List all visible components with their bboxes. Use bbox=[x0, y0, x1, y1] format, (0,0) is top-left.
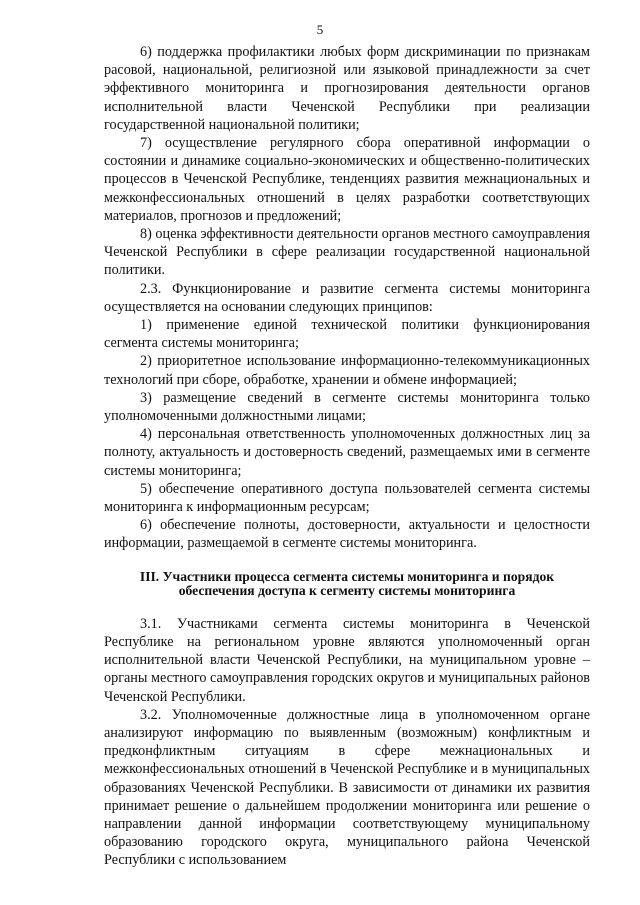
page-number: 5 bbox=[316, 22, 324, 37]
paragraph-clause-3-1: 3.1. Участниками сегмента системы мониторинга в Чеченской Республике на региональном уровне являются уполномоченный орган исполнительной власти Чеченской Республики, на муниципальном уровне – органы местного самоуправления городских округов и муниципальных районов Чеченской Республики. bbox=[104, 615, 590, 705]
paragraph-clause-3-2: 3.2. Уполномоченные должностные лица в уполномоченном органе анализируют информацию по выявленным (возможным) конфликтным и предконфликтным ситуациям в сфере межнациональных и межконфессиональных отношений в Чеченской Республике и в муниципальных образованиях Чеченской Республики. В зависимости от динамики их развития принимает решение о дальнейшем продолжении мониторинга или решение о направлении данной информации соответствующему муниципальному образованию городского округа, муниципального района Чеченской Республики с использованием bbox=[104, 706, 590, 869]
paragraph-goal-6: 6) поддержка профилактики любых форм дискриминации по признакам расовой, национальной, религиозной или языковой принадлежности за счет эффективного мониторинга и прогнозирования деятельности органов исполнительной власти Чеченской Республики при реализации государственной национальной политики; bbox=[104, 44, 590, 133]
paragraph-principle-5: 5) обеспечение оперативного доступа пользователей сегмента системы мониторинга к информационным ресурсам; bbox=[104, 480, 590, 516]
paragraph-principle-1: 1) применение единой технической политики функционирования сегмента системы мониторинга; bbox=[104, 317, 590, 352]
paragraph-goal-7: 7) осуществление регулярного сбора оперативной информации о состоянии и динамике социально-экономических и общественно-политических процессов в Чеченской Республике, тенденциях развития межнациональных и межконфессиональных отношений в целях разработки соответствующих материалов, прогнозов и предложений; bbox=[104, 135, 590, 224]
section-heading-iii bbox=[104, 570, 590, 599]
document-body bbox=[104, 43, 590, 870]
paragraph-clause-2-3: 2.3. Функционирование и развитие сегмента системы мониторинга осуществляется на основании следующих принципов: bbox=[104, 280, 590, 315]
paragraph-principle-4: 4) персональная ответственность уполномоченных должностных лиц за полноту, актуальность и достоверность сведений, размещаемых ими в сегменте системы мониторинга; bbox=[104, 426, 590, 479]
paragraph-principle-3: 3) размещение сведений в сегменте системы мониторинга только уполномоченными должностными лицами; bbox=[104, 389, 590, 425]
section-heading-line-2: обеспечения доступа к сегменту системы мониторинга bbox=[178, 583, 516, 599]
section-heading-line-1: III. Участники процесса сегмента системы мониторинга и порядок bbox=[139, 568, 555, 584]
paragraph-principle-2: 2) приоритетное использование информационно-телекоммуникационных технологий при сборе, обработке, хранении и обмене информацией; bbox=[104, 353, 590, 388]
paragraph-goal-8: 8) оценка эффективности деятельности органов местного самоуправления Чеченской Республики в сфере реализации государственной национальной политики. bbox=[104, 226, 590, 279]
paragraph-principle-6: 6) обеспечение полноты, достоверности, актуальности и целостности информации, размещаемой в сегменте системы мониторинга. bbox=[104, 517, 590, 552]
